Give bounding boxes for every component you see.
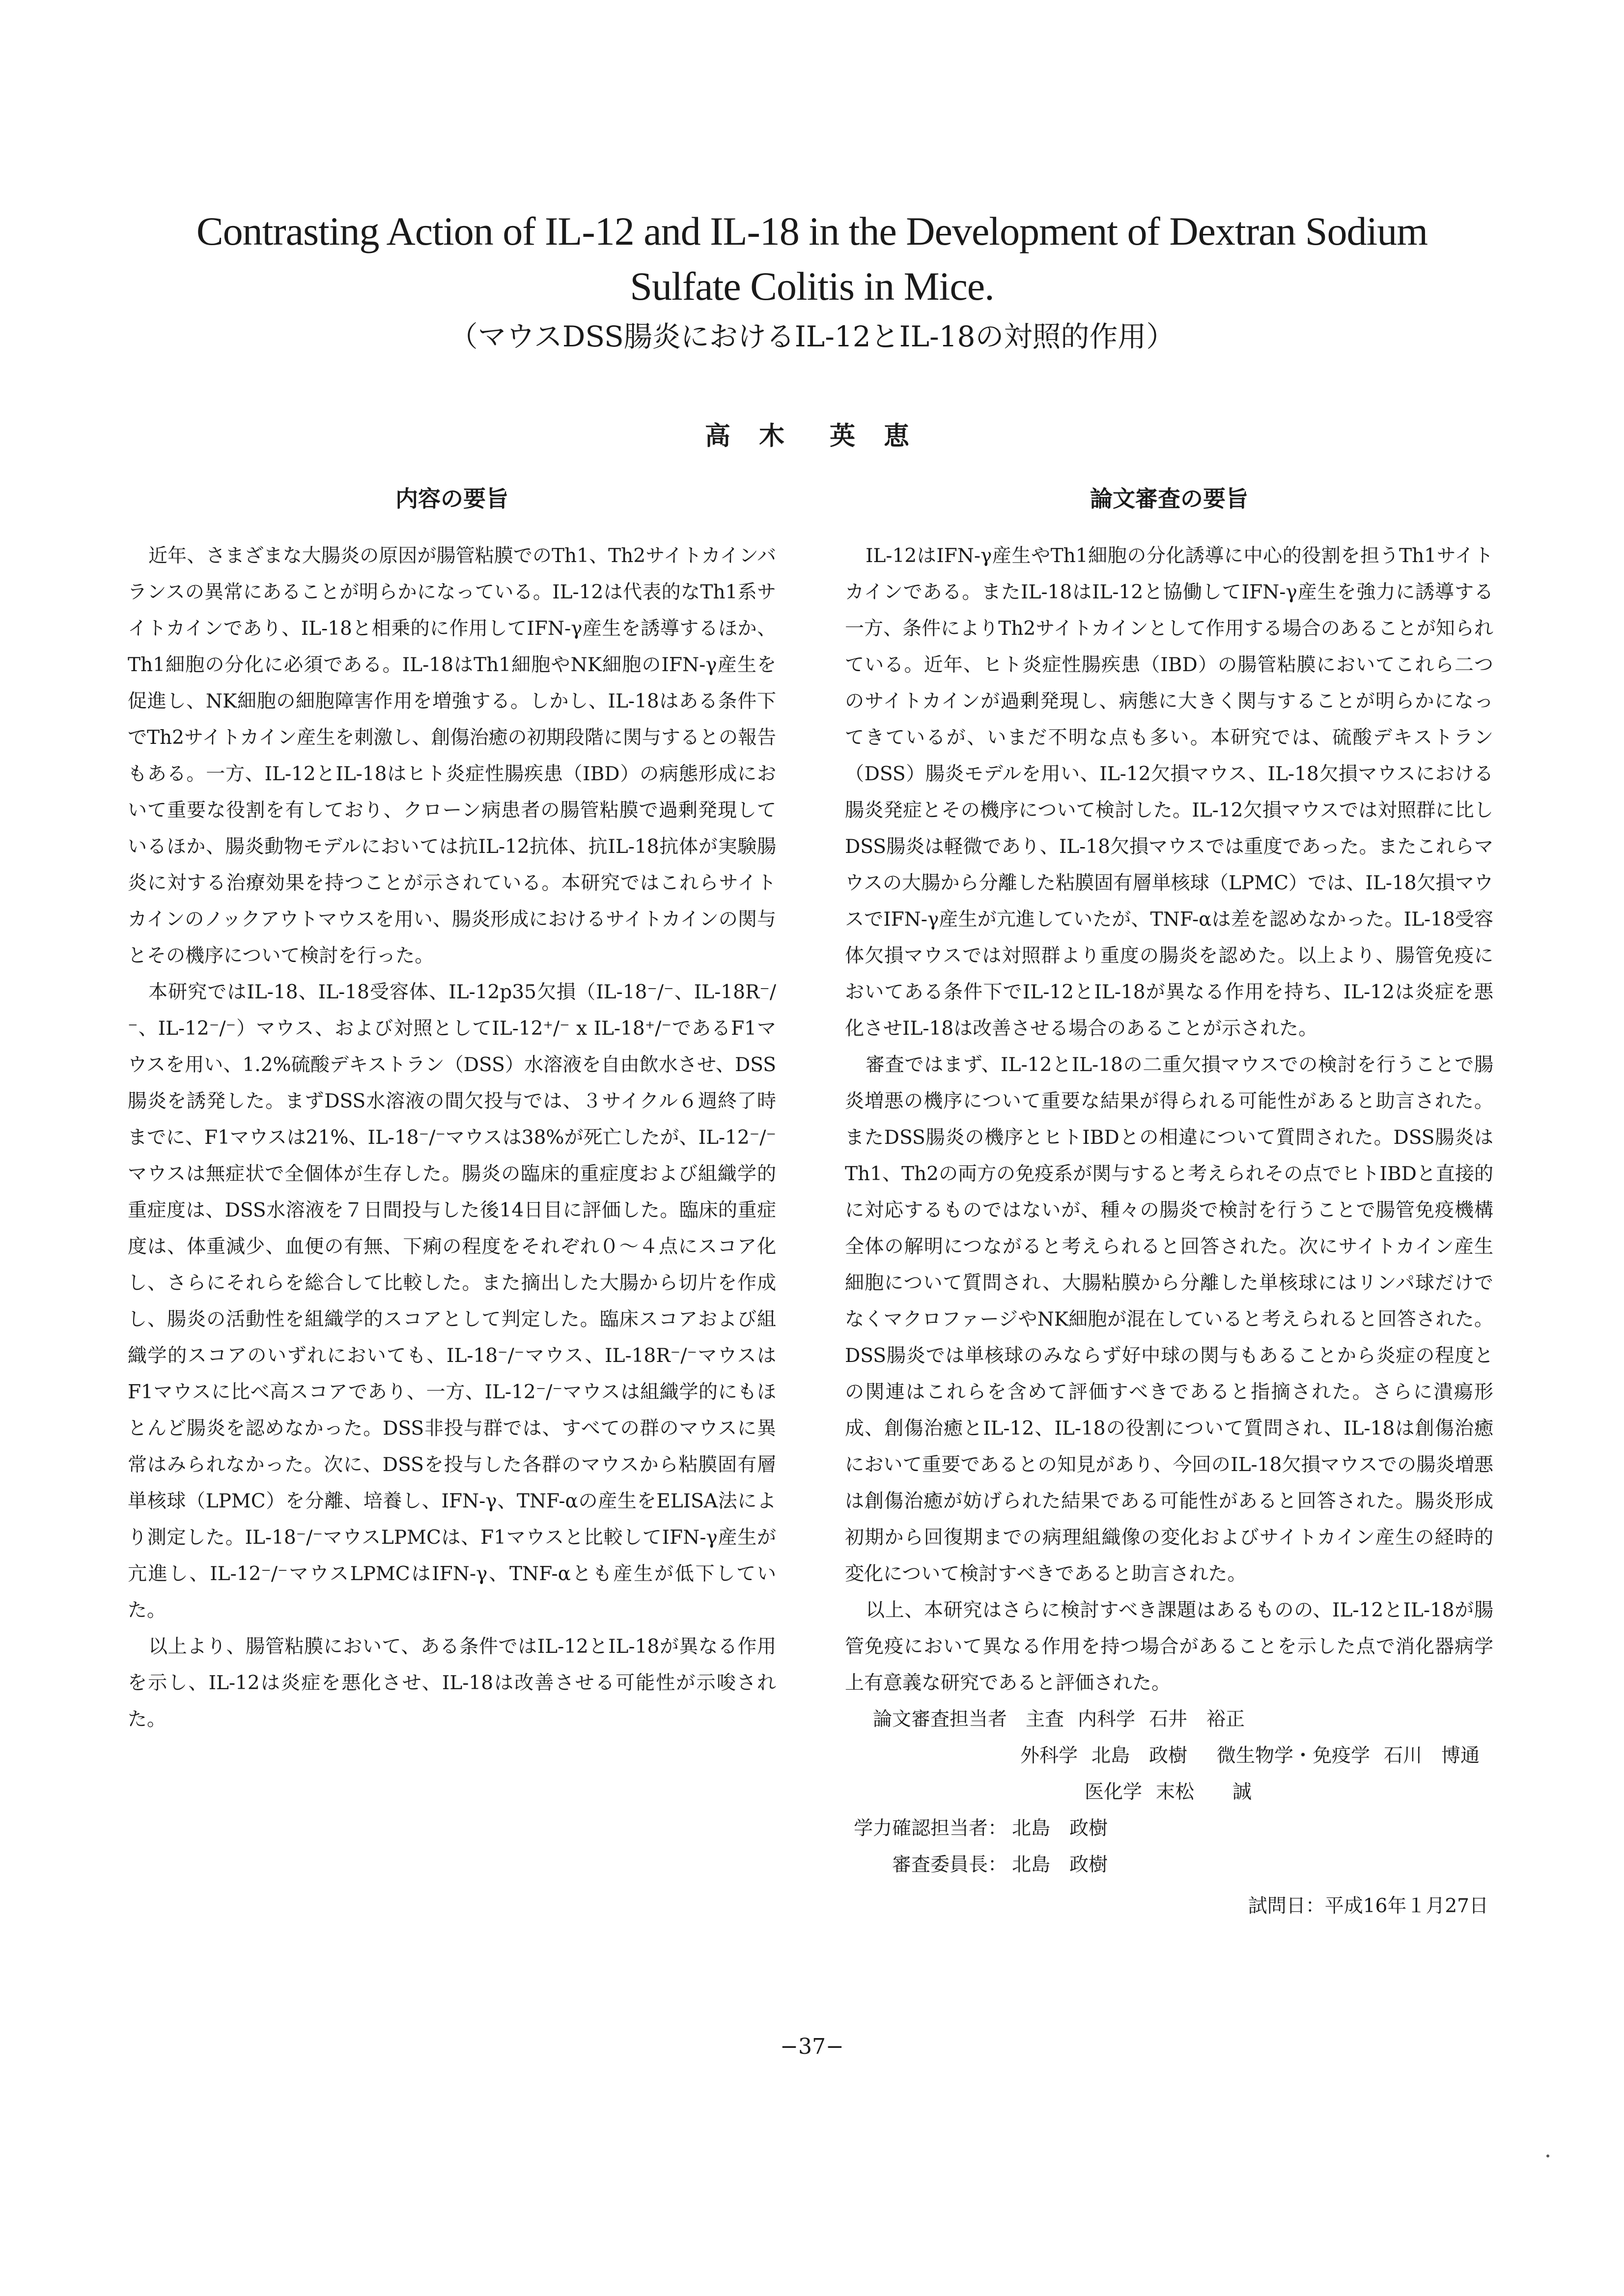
examiner-row <box>845 1738 1493 1774</box>
title-line-1: Contrasting Action of IL-12 and IL-18 in the Development of Dextran Sodium <box>196 209 1428 254</box>
summary-paragraph: 近年、さまざまな大腸炎の原因が腸管粘膜でのTh1、Th2サイトカインバランスの異常にあることが明らかになっている。IL-12は代表的なTh1系サイトカインであり、IL-18と相乗的に作用してIFN-γ産生を誘導するほか、Th1細胞の分化に必須である。IL-18はTh1細胞やNK細胞のIFN-γ産生を促進し、NK細胞の細胞障害作用を増強する。しかし、IL-18はある条件下でTh2サイトカイン産生を刺激し、創傷治癒の初期段階に関与するとの報告もある。一方、IL-12とIL-18はヒト炎症性腸疾患（IBD）の病態形成において重要な役割を有しており、クローン病患者の腸管粘膜で過剰発現しているほか、腸炎動物モデルにおいては抗IL-12抗体、抗IL-18抗体が実験腸炎に対する治療効果を持つことが示されている。本研究ではこれらサイトカインのノックアウトマウスを用い、腸炎形成におけるサイトカインの関与とその機序について検討を行った。 <box>128 545 776 967</box>
examiner-row <box>845 1847 1493 1883</box>
examiner-row <box>845 1811 1493 1847</box>
japanese-subtitle: （マウスDSS腸炎におけるIL-12とIL-18の対照的作用） <box>449 320 1175 353</box>
examiner-name: 北島 政樹 <box>1012 1817 1108 1840</box>
examiner-name: 石川 博通 <box>1383 1745 1480 1767</box>
examiner-name: 末松 誠 <box>1156 1781 1252 1803</box>
examiner-dept: 医化学 <box>1085 1781 1143 1803</box>
summary-heading: 内容の要旨 <box>395 485 508 512</box>
summary-column <box>128 484 776 1738</box>
examiner-label: 審査委員長： <box>892 1854 1007 1876</box>
examiner-row <box>845 1774 1493 1811</box>
examiner-role: 主査 <box>1026 1708 1064 1730</box>
examiner-row <box>845 1701 1493 1738</box>
review-heading: 論文審査の要旨 <box>1090 485 1248 512</box>
author-name: 高 木 英 恵 <box>704 422 920 451</box>
exam-date: 試問日：平成16年１月27日 <box>1248 1895 1488 1917</box>
review-paragraph: 審査ではまず、IL-12とIL-18の二重欠損マウスでの検討を行うことで腸炎増悪の機序について重要な結果が得られる可能性があると助言された。またDSS腸炎の機序とヒトIBDとの相違について質問された。DSS腸炎はTh1、Th2の両方の免疫系が関与すると考えられその点でヒトIBDと直接的に対応するものではないが、種々の腸炎で検討を行うことで腸管免疫機構全体の解明につながると考えられると回答された。次にサイトカイン産生細胞について質問され、大腸粘膜から分離した単核球にはリンパ球だけでなくマクロファージやNK細胞が混在していると考えられると回答された。DSS腸炎では単核球のみならず好中球の関与もあることから炎症の程度との関連はこれらを含めて評価すべきであると指摘された。さらに潰瘍形成、創傷治癒とIL-12、IL-18の役割について質問され、IL-18は創傷治癒において重要であるとの知見があり、今回のIL-18欠損マウスでの腸炎増悪は創傷治癒が妨げられた結果である可能性があると回答された。腸炎形成初期から回復期までの病理組織像の変化およびサイトカイン産生の経時的変化について検討すべきであると助言された。 <box>845 1054 1493 1585</box>
scan-speck <box>1546 2154 1549 2157</box>
examiner-name: 北島 政樹 <box>1012 1854 1108 1876</box>
page-number: −37− <box>780 2034 844 2059</box>
examiner-dept: 内科学 <box>1078 1708 1136 1730</box>
summary-paragraph: 以上より、腸管粘膜において、ある条件ではIL-12とIL-18が異なる作用を示し、IL-12は炎症を悪化させ、IL-18は改善させる可能性が示唆された。 <box>128 1636 776 1730</box>
examiner-dept: 微生物学・免疫学 <box>1216 1745 1370 1767</box>
examiner-name: 北島 政樹 <box>1091 1745 1187 1767</box>
examiner-dept: 外科学 <box>1020 1745 1078 1767</box>
examiner-label: 学力確認担当者： <box>853 1817 1007 1840</box>
summary-paragraph: 本研究ではIL-18、IL-18受容体、IL-12p35欠損（IL-18⁻/⁻、IL-18R⁻/⁻、IL-12⁻/⁻）マウス、および対照としてIL-12⁺/⁻ x IL-18⁺/⁻であるF1マウスを用い、1.2%硫酸デキストラン（DSS）水溶液を自由飲水させ、DSS腸炎を誘発した。まずDSS水溶液の間欠投与では、３サイクル６週終了時までに、F1マウスは21%、IL-18⁻/⁻マウスは38%が死亡したが、IL-12⁻/⁻マウスは無症状で全個体が生存した。腸炎の臨床的重症度および組織学的重症度は、DSS水溶液を７日間投与した後14日目に評価した。臨床的重症度は、体重減少、血便の有無、下痢の程度をそれぞれ０～４点にスコア化し、さらにそれらを総合して比較した。また摘出した大腸から切片を作成し、腸炎の活動性を組織学的スコアとして判定した。臨床スコアおよび組織学的スコアのいずれにおいても、IL-18⁻/⁻マウス、IL-18R⁻/⁻マウスはF1マウスに比べ高スコアであり、一方、IL-12⁻/⁻マウスは組織学的にもほとんど腸炎を認めなかった。DSS非投与群では、すべての群のマウスに異常はみられなかった。次に、DSSを投与した各群のマウスから粘膜固有層単核球（LPMC）を分離、培養し、IFN-γ、TNF-αの産生をELISA法により測定した。IL-18⁻/⁻マウスLPMCは、F1マウスと比較してIFN-γ産生が亢進し、IL-12⁻/⁻マウスLPMCはIFN-γ、TNF-αとも産生が低下していた。 <box>128 981 776 1621</box>
examiner-name: 石井 裕正 <box>1149 1708 1245 1730</box>
paper-title <box>147 204 1477 314</box>
title-line-2: Sulfate Colitis in Mice. <box>630 264 994 309</box>
review-column <box>845 484 1493 1925</box>
examiner-list <box>845 1701 1493 1883</box>
review-paragraph: 以上、本研究はさらに検討すべき課題はあるものの、IL-12とIL-18が腸管免疫において異なる作用を持つ場合があることを示した点で消化器病学上有意義な研究であると評価された。 <box>845 1599 1493 1694</box>
review-paragraph: IL-12はIFN-γ産生やTh1細胞の分化誘導に中心的役割を担うTh1サイトカインである。またIL-18はIL-12と協働してIFN-γ産生を強力に誘導する一方、条件によりTh2サイトカインとして作用する場合のあることが知られている。近年、ヒト炎症性腸疾患（IBD）の腸管粘膜においてこれら二つのサイトカインが過剰発現し、病態に大きく関与することが明らかになってきているが、いまだ不明な点も多い。本研究では、硫酸デキストラン（DSS）腸炎モデルを用い、IL-12欠損マウス、IL-18欠損マウスにおける腸炎発症とその機序について検討した。IL-12欠損マウスでは対照群に比しDSS腸炎は軽微であり、IL-18欠損マウスでは重度であった。またこれらマウスの大腸から分離した粘膜固有層単核球（LPMC）では、IL-18欠損マウスでIFN-γ産生が亢進していたが、TNF-αは差を認めなかった。IL-18受容体欠損マウスでは対照群より重度の腸炎を認めた。以上より、腸管免疫においてある条件下でIL-12とIL-18が異なる作用を持ち、IL-12は炎症を悪化させIL-18は改善させる場合のあることが示された。 <box>845 545 1493 1040</box>
examiner-label: 論文審査担当者 <box>872 1708 1007 1730</box>
